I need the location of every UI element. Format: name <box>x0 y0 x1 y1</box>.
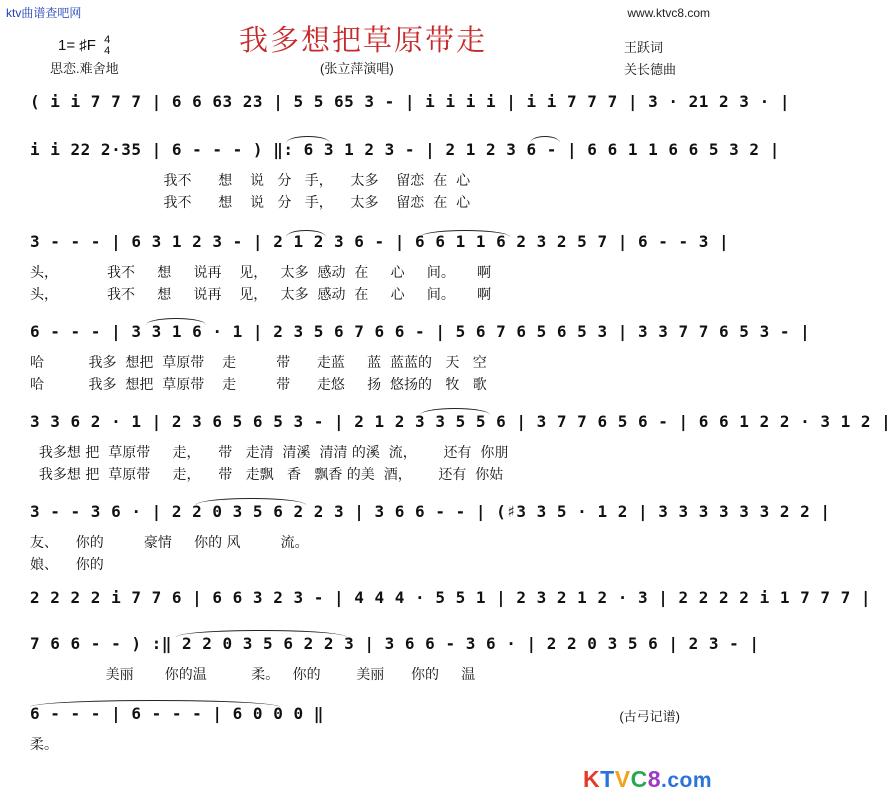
slur-mark <box>196 498 306 505</box>
logo-letter: 8 <box>647 766 661 792</box>
song-title: 我多想把草原带走 <box>238 23 487 57</box>
time-bottom: 4 <box>104 45 111 57</box>
lyrics-verse-1: 头， 我不 想 说再 见， 太多 感动 在 心 间。 啊 <box>30 265 492 281</box>
lyrics-verse-1: 哈 我多 想把 草原带 走 带 走蓝 蓝 蓝蓝的 天 空 <box>30 355 487 371</box>
logo-letter: V <box>614 766 631 792</box>
performance-style: 思恋.难舍地 <box>50 61 119 76</box>
slur-mark <box>530 136 560 143</box>
key-prefix: 1= ♯F <box>58 36 96 54</box>
notation-line: 3 - - - | 6 3 1 2 3 - | 2 1 2 3 6 - | 6 6 1 1 6 2 3 2 5 7 | 6 - - 3 | <box>30 232 730 251</box>
score-line-5 <box>30 412 891 496</box>
lyrics-verse-1: 美丽 你的温 柔。 你的 美丽 你的 温 <box>30 667 476 683</box>
lyrics-verse-2: 我多想 把 草原带 走， 带 走飘 香 飘香 的美 酒， 还有 你姑 <box>30 467 504 483</box>
score-line-4 <box>30 322 811 406</box>
logo-letter: C <box>630 766 648 792</box>
lyrics-verse-1: 我不 想 说 分 手， 太多 留恋 在 心 <box>30 173 471 189</box>
notation-line: 3 - - 3 6 · | 2 2 0 3 5 6 2 2 3 | 3 6 6 - - | (♯3 3 5 · 1 2 | 3 3 3 3 3 3 2 2 | <box>30 502 831 521</box>
ktvc8-logo <box>583 766 712 793</box>
notation-line: i i 22 2·35 | 6 - - - ) ‖: 6 3 1 2 3 - | 2 1 2 3 6 - | 6 6 1 1 6 6 5 3 2 | <box>30 140 780 159</box>
lyrics-verse-1: 我多想 把 草原带 走， 带 走清 清溪 清清 的溪 流， 还有 你朋 <box>30 445 509 461</box>
lyrics-verse-2: 娘、 你的 <box>30 557 104 573</box>
logo-letter: T <box>600 766 615 792</box>
logo-letter: K <box>583 766 601 792</box>
time-top: 4 <box>104 34 111 46</box>
slur-mark <box>420 230 510 237</box>
notation-line: 6 - - - | 3 3 1 6 · 1 | 2 3 5 6 7 6 6 - | 5 6 7 6 5 6 5 3 | 3 3 7 7 6 5 3 - | <box>30 322 811 341</box>
lyricist: 王跃词 <box>624 40 664 55</box>
notation-line: 6 - - - | 6 - - - | 6 0 0 0 ‖ <box>30 704 324 723</box>
lyrics-verse-1: 柔。 <box>30 737 58 753</box>
slur-mark <box>286 136 330 143</box>
site-url[interactable]: www.ktvc8.com <box>627 6 710 20</box>
notation-line: ( i i 7 7 7 | 6 6 63 23 | 5 5 65 3 - | i i i i | i i 7 7 7 | 3 · 21 2 3 · | <box>30 92 790 111</box>
notation-line: 7 6 6 - - ) :‖ 2 2 0 3 5 6 2 2 3 | 3 6 6 - 3 6 · | 2 2 0 3 5 6 | 2 3 - | <box>30 634 760 653</box>
composer: 关长德曲 <box>624 62 677 77</box>
lyrics-verse-2: 哈 我多 想把 草原带 走 带 走悠 扬 悠扬的 牧 歌 <box>30 377 487 393</box>
score-line-3 <box>30 232 730 316</box>
lyrics-verse-2: 我不 想 说 分 手， 太多 留恋 在 心 <box>30 195 471 211</box>
score-line-2 <box>30 140 780 224</box>
notation-line: 2 2 2 2 i 7 7 6 | 6 6 3 2 3 - | 4 4 4 · 5 5 1 | 2 3 2 1 2 · 3 | 2 2 2 2 i 1 7 7 7 | <box>30 588 872 607</box>
notation-line: 3 3 6 2 · 1 | 2 3 6 5 6 5 3 - | 2 1 2 3 3 5 5 6 | 3 7 7 6 5 6 - | 6 6 1 2 2 · 3 1 2 | <box>30 412 891 431</box>
site-name-link[interactable]: ktv曲谱查吧网 <box>6 6 82 20</box>
logo-suffix: .com <box>660 769 712 792</box>
slur-mark <box>30 700 280 707</box>
slur-mark <box>420 408 490 415</box>
singer: (张立萍演唱) <box>320 61 394 76</box>
lyrics-verse-2: 头， 我不 想 说再 见， 太多 感动 在 心 间。 啊 <box>30 287 492 303</box>
score-line-6 <box>30 502 831 586</box>
lyrics-verse-1: 友、 你的 豪情 你的 风 流。 <box>30 535 309 551</box>
slur-mark <box>176 630 346 637</box>
slur-mark <box>286 230 326 237</box>
transcriber-note: (古弓记谱) <box>619 709 680 724</box>
slur-mark <box>146 318 206 325</box>
